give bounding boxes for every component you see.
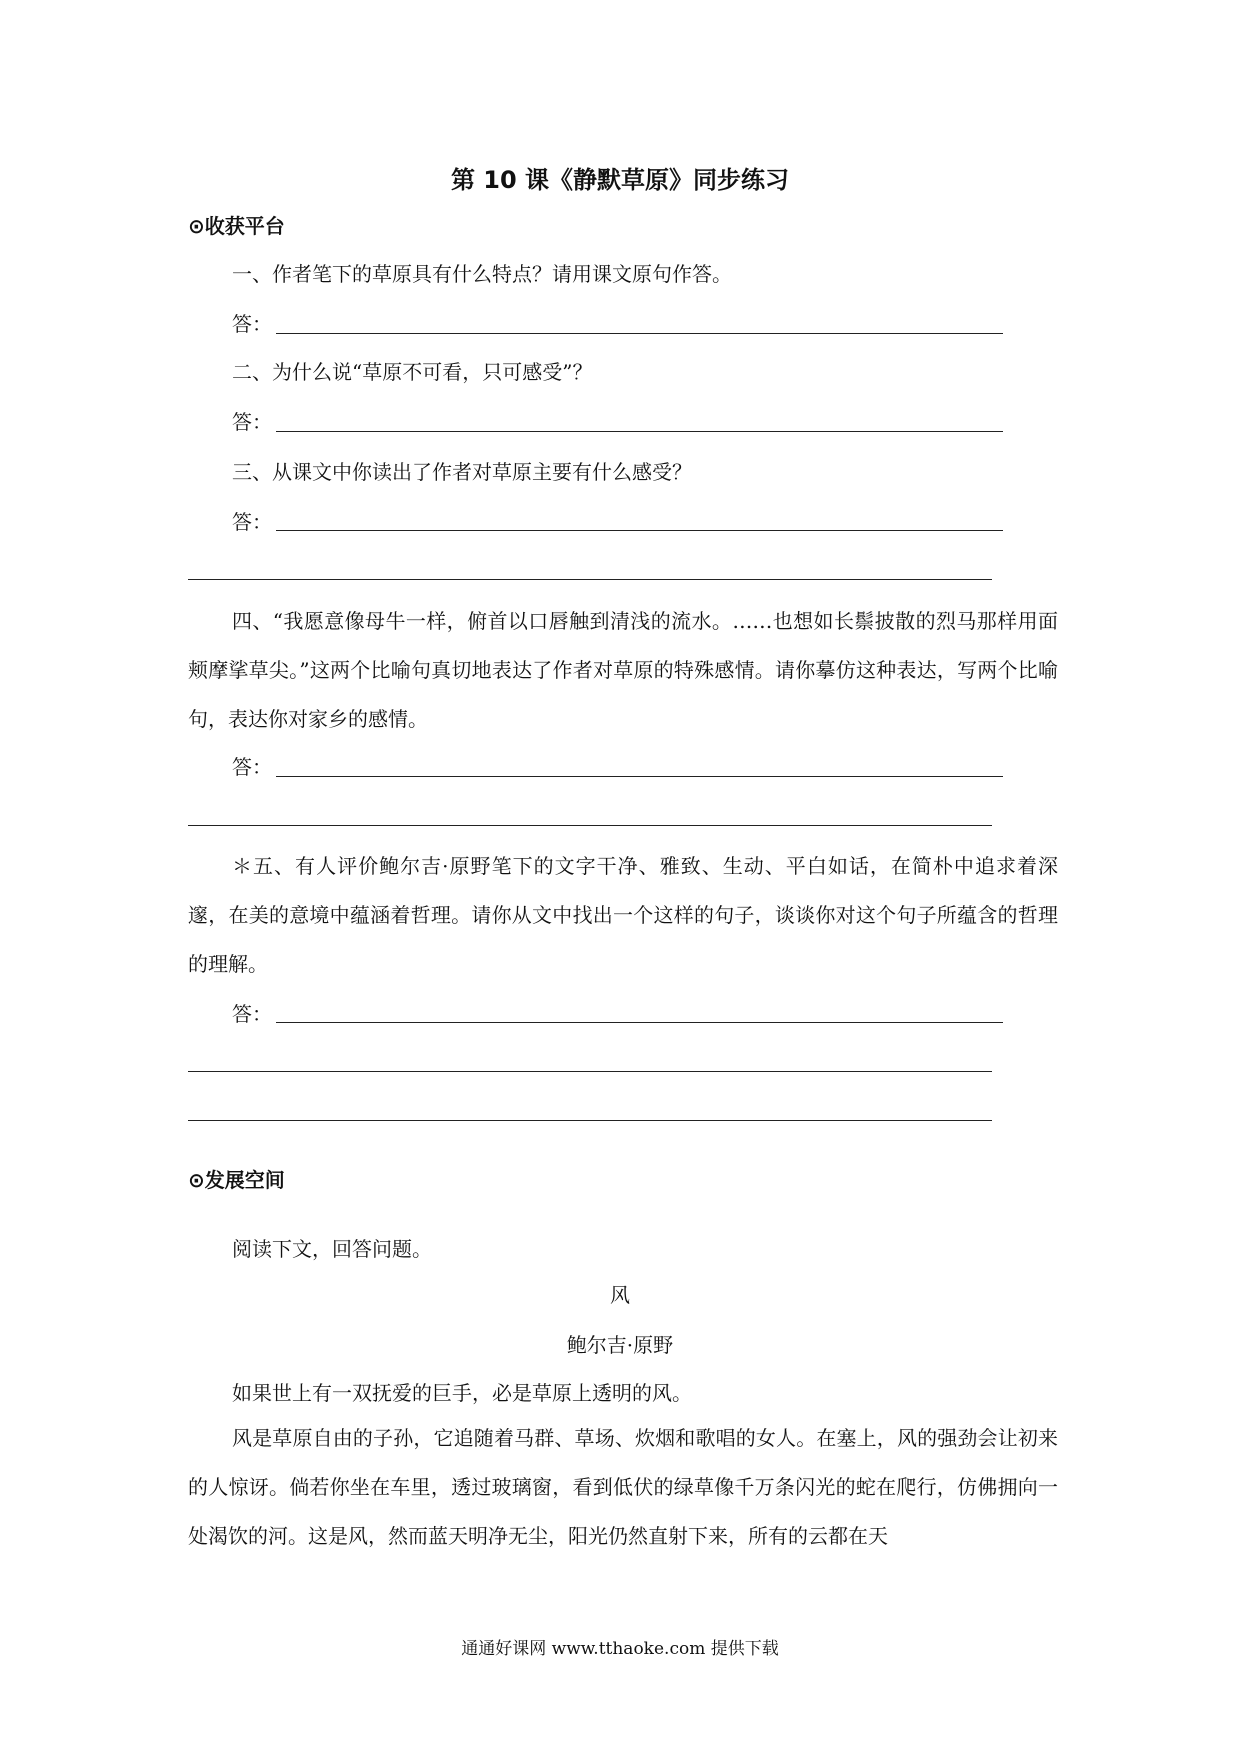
- answer-line[interactable]: [188, 825, 992, 826]
- section-heading-harvest: ⊙收获平台: [188, 214, 285, 238]
- question-5: ＊五、有人评价鲍尔吉·原野笔下的文字干净、雅致、生动、平白如话，在简朴中追求着深邃，在美的意境中蕴涵着哲理。请你从文中找出一个这样的句子，谈谈你对这个句子所蕴含的哲理的理解。: [188, 854, 1058, 976]
- answer-line[interactable]: [276, 530, 1003, 531]
- answer-label-5: 答：: [232, 1002, 272, 1026]
- answer-line[interactable]: [276, 333, 1003, 334]
- answer-label-2: 答：: [232, 410, 272, 434]
- answer-line[interactable]: [188, 579, 992, 580]
- passage-author: 鲍尔吉·原野: [566, 1333, 674, 1357]
- answer-line[interactable]: [276, 776, 1003, 777]
- question-4: 四、“我愿意像母牛一样，俯首以口唇触到清浅的流水。……也想如长鬃披散的烈马那样用面颊摩挲草尖。”这两个比喻句真切地表达了作者对草原的特殊感情。请你摹仿这种表达，写两个比喻句，表达你对家乡的感情。: [188, 609, 1058, 731]
- answer-label-1: 答：: [232, 312, 272, 336]
- answer-line[interactable]: [276, 431, 1003, 432]
- question-1: 一、作者笔下的草原具有什么特点？请用课文原句作答。: [232, 262, 732, 286]
- passage-title: 风: [610, 1283, 630, 1307]
- page-title: 第 10 课《静默草原》同步练习: [450, 166, 790, 194]
- passage-paragraph-2: 风是草原自由的子孙，它追随着马群、草场、炊烟和歌唱的女人。在塞上，风的强劲会让初来的人惊讶。倘若你坐在车里，透过玻璃窗，看到低伏的绿草像千万条闪光的蛇在爬行，仿佛拥向一处渴饮的河。这是风，然而蓝天明净无尘，阳光仍然直射下来，所有的云都在天: [188, 1426, 1058, 1548]
- reading-prompt: 阅读下文，回答问题。: [232, 1237, 432, 1261]
- answer-line[interactable]: [276, 1022, 1003, 1023]
- answer-line[interactable]: [188, 1071, 992, 1072]
- answer-label-3: 答：: [232, 510, 272, 534]
- question-2: 二、为什么说“草原不可看，只可感受”？: [232, 360, 593, 384]
- answer-line[interactable]: [188, 1120, 992, 1121]
- passage-paragraph-1: 如果世上有一双抚爱的巨手，必是草原上透明的风。: [232, 1381, 692, 1405]
- answer-label-4: 答：: [232, 755, 272, 779]
- page-footer: 通通好课网 www.tthaoke.com 提供下载: [461, 1639, 779, 1659]
- question-3: 三、从课文中你读出了作者对草原主要有什么感受？: [232, 460, 692, 484]
- section-heading-development: ⊙发展空间: [188, 1168, 285, 1192]
